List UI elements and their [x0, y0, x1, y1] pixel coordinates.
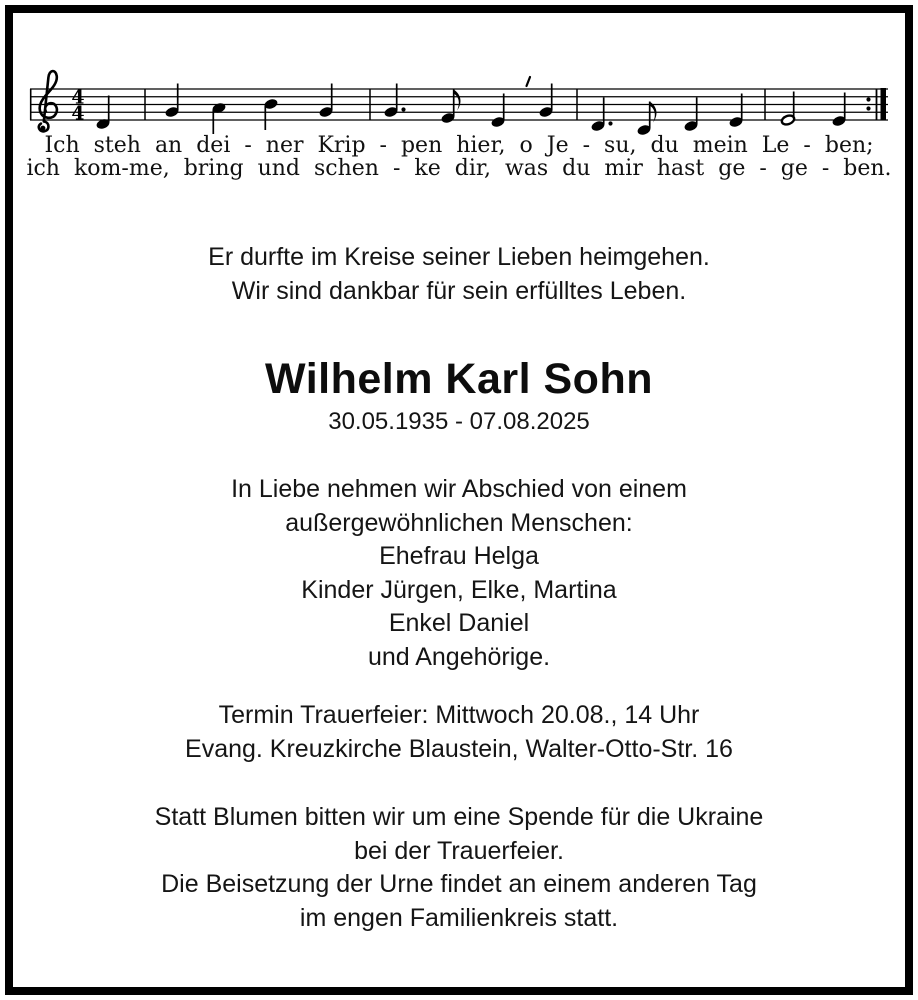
closing-line: Statt Blumen bitten wir um eine Spende für die Ukraine — [154, 803, 764, 831]
augmentation-dot — [401, 107, 405, 111]
closing-line: Die Beisetzung der Urne findet an einem anderen Tag — [161, 870, 757, 898]
treble-clef-dot — [40, 126, 45, 131]
intro-line-2: Wir sind dankbar für sein erfülltes Leben. — [231, 276, 687, 305]
intro-line-1: Er durfte im Kreise seiner Lieben heimgehen. — [208, 243, 710, 271]
family-line: Ehefrau Helga — [379, 542, 539, 570]
deceased-name: Wilhelm Karl Sohn — [265, 355, 653, 403]
eighth-flag — [454, 90, 461, 111]
hymn-lyrics-line-2: ich kom-me, bring und schen - ke dir, was du mir hast ge - ge - ben. — [26, 156, 892, 181]
closing-text — [0, 801, 918, 935]
closing-line: im engen Familienkreis statt. — [299, 903, 619, 932]
service-info — [0, 699, 918, 766]
family-line: Enkel Daniel — [388, 609, 530, 637]
deceased-dates: 30.05.1935 - 07.08.2025 — [328, 408, 590, 435]
family-line: Kinder Jürgen, Elke, Martina — [301, 575, 617, 604]
service-line-2: Evang. Kreuzkirche Blaustein, Walter-Otto-Str. 16 — [185, 734, 733, 763]
hymn-lyrics-line-1: Ich steh an dei - ner Krip - pen hier, o Je - su, du mein Le - ben; — [44, 133, 874, 158]
family-text — [0, 473, 918, 674]
time-signature-bottom: 4 — [71, 102, 85, 125]
augmentation-dot — [608, 121, 612, 125]
closing-line: bei der Trauerfeier. — [354, 836, 564, 865]
service-line-1: Termin Trauerfeier: Mittwoch 20.08., 14 Uhr — [218, 701, 700, 729]
time-signature-top: 4 — [71, 86, 85, 109]
family-line: außergewöhnlichen Menschen: — [285, 508, 633, 537]
family-line: In Liebe nehmen wir Abschied von einem — [231, 475, 687, 503]
intro-text — [0, 241, 918, 308]
breath-mark — [527, 77, 531, 86]
family-line: und Angehörige. — [367, 642, 551, 671]
treble-clef-icon — [39, 71, 57, 131]
